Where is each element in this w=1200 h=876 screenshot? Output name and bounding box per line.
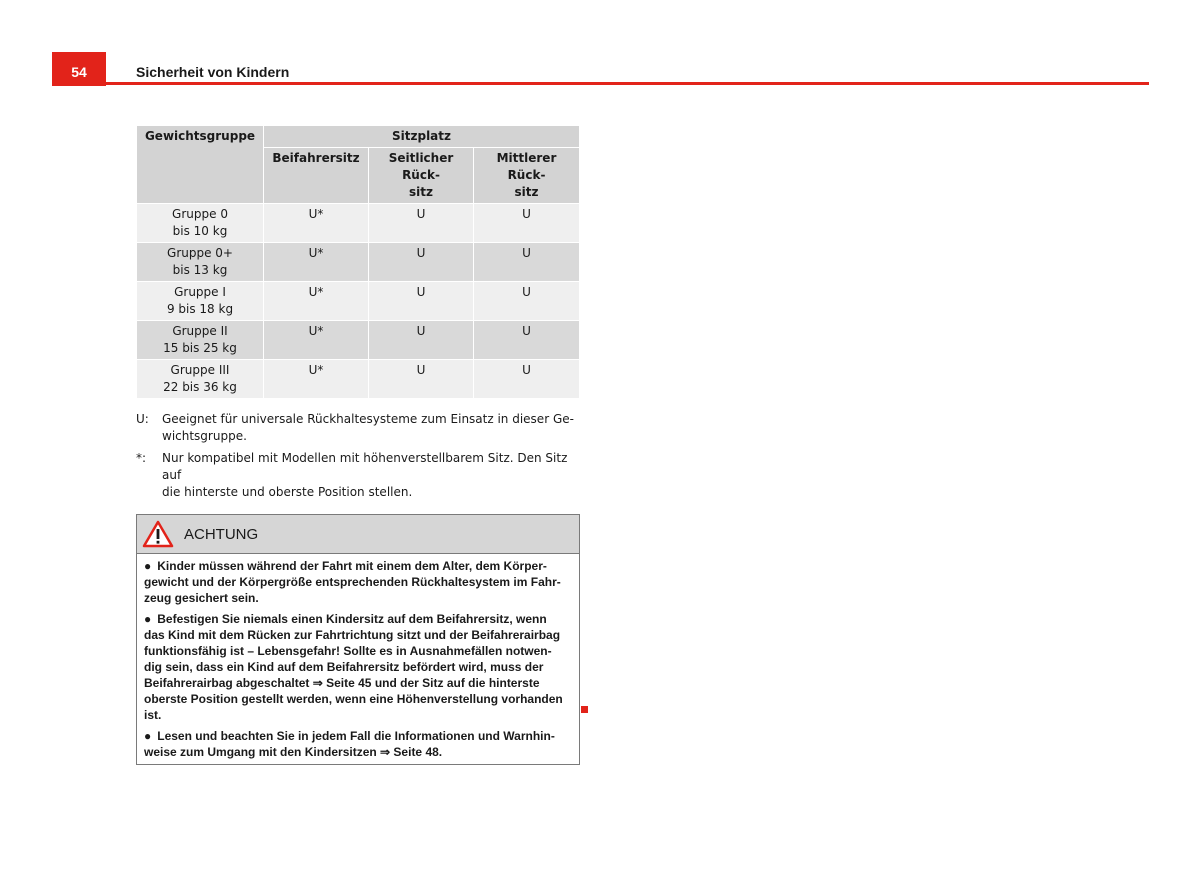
page-header xyxy=(52,52,1149,86)
passenger-seat-cell: U* xyxy=(264,321,369,360)
footnote-key: *: xyxy=(136,451,147,465)
passenger-seat-cell: U* xyxy=(264,282,369,321)
table-footnotes xyxy=(136,411,580,501)
table-row xyxy=(137,243,580,282)
warning-body xyxy=(137,554,579,764)
weight-group-cell: Gruppe I 9 bis 18 kg xyxy=(137,282,264,321)
middle-rear-seat-cell: U xyxy=(474,243,580,282)
bullet-icon: ● xyxy=(144,559,152,573)
column-label: Seitlicher Rück- sitz xyxy=(388,151,454,199)
weight-group-cell: Gruppe 0+ bis 13 kg xyxy=(137,243,264,282)
table-row xyxy=(137,204,580,243)
warning-text: Lesen und beachten Sie in jedem Fall die Informationen und Warnhin- weise zum Umgang mit den Kindersitzen ⇒ Seite 48. xyxy=(144,729,555,759)
weight-group-header: Gewichtsgruppe xyxy=(137,126,264,204)
middle-rear-seat-cell: U xyxy=(474,321,580,360)
table-row xyxy=(137,282,580,321)
weight-group-cell: Gruppe 0 bis 10 kg xyxy=(137,204,264,243)
page-content xyxy=(136,125,580,765)
header-rule xyxy=(106,82,1149,85)
passenger-seat-cell: U* xyxy=(264,204,369,243)
warning-text: Kinder müssen während der Fahrt mit einem dem Alter, dem Körper- gewicht und der Körpergröße entsprechenden Rückhaltesystem im Fahr- zeug gesichert sein. xyxy=(144,559,561,605)
side-rear-seat-cell: U xyxy=(369,204,474,243)
page-number: 54 xyxy=(52,52,106,86)
warning-box xyxy=(136,514,580,765)
passenger-seat-cell: U* xyxy=(264,243,369,282)
passenger-seat-cell: U* xyxy=(264,360,369,399)
warning-title: ACHTUNG xyxy=(184,525,259,543)
column-label: Mittlerer Rück- sitz xyxy=(496,151,557,199)
middle-rear-seat-cell: U xyxy=(474,282,580,321)
section-end-marker xyxy=(581,706,588,713)
column-header-side-rear-seat xyxy=(369,148,474,204)
table-row xyxy=(137,321,580,360)
warning-triangle-icon xyxy=(142,520,174,548)
seat-position-header: Sitzplatz xyxy=(264,126,580,148)
child-seat-table xyxy=(136,125,580,399)
column-header-middle-rear-seat xyxy=(474,148,580,204)
side-rear-seat-cell: U xyxy=(369,321,474,360)
warning-item xyxy=(144,728,572,760)
footnote-key: U: xyxy=(136,412,149,426)
footnote-asterisk xyxy=(136,450,580,501)
footnote-universal xyxy=(136,411,580,445)
middle-rear-seat-cell: U xyxy=(474,360,580,399)
chapter-title: Sicherheit von Kindern xyxy=(136,64,290,80)
side-rear-seat-cell: U xyxy=(369,243,474,282)
footnote-text: Geeignet für universale Rückhaltesysteme zum Einsatz in dieser Ge- wichtsgruppe. xyxy=(162,412,574,443)
weight-group-cell: Gruppe II 15 bis 25 kg xyxy=(137,321,264,360)
side-rear-seat-cell: U xyxy=(369,360,474,399)
column-label: Beifahrersitz xyxy=(272,151,360,165)
side-rear-seat-cell: U xyxy=(369,282,474,321)
warning-header xyxy=(137,515,579,554)
column-header-passenger-seat xyxy=(264,148,369,204)
middle-rear-seat-cell: U xyxy=(474,204,580,243)
warning-item xyxy=(144,611,572,723)
warning-text: Befestigen Sie niemals einen Kindersitz auf dem Beifahrersitz, wenn das Kind mit dem Rücken zur Fahrtrichtung sitzt und der Beifahrerairbag funktionsfähig ist – Lebensgefahr! Sollte es in Ausnahmefällen notwen- dig sein, dass ein Kind auf dem Beifahrersitz befördert wird, muss der Beifahrerairbag abgeschaltet ⇒ Seite 45 und der Sitz auf die hinterste oberste Position gestellt werden, wenn eine Höhenverstellung vorhanden ist. xyxy=(144,612,563,722)
bullet-icon: ● xyxy=(144,729,152,743)
warning-item xyxy=(144,558,572,606)
bullet-icon: ● xyxy=(144,612,152,626)
footnote-text: Nur kompatibel mit Modellen mit höhenverstellbarem Sitz. Den Sitz auf die hinterste und oberste Position stellen. xyxy=(162,451,568,499)
weight-group-cell: Gruppe III 22 bis 36 kg xyxy=(137,360,264,399)
table-row xyxy=(137,360,580,399)
